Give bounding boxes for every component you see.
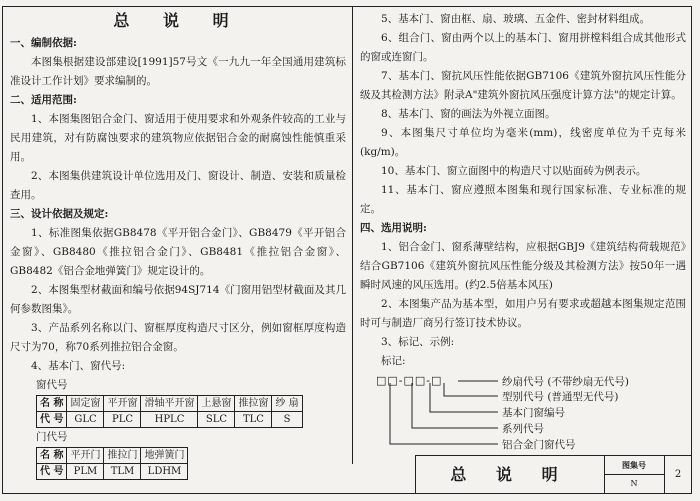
table-cell: 代 号 (37, 464, 67, 480)
mark-item-series: 系列代号 (502, 423, 544, 435)
section-2-item-1: 1、本图集图铝合金门、窗适用于使用要求和外观条件较高的工业与民用建筑，对有防腐蚀要求的建筑物应依据铝合金的耐腐蚀性能慎重采用。 (10, 113, 346, 163)
table-row (37, 448, 188, 464)
page-title: 总 说 明 (113, 11, 243, 30)
mark-item-screen: 纱扇代号 (不带纱扇无代号) (502, 376, 630, 388)
table-cell: 纱 扇 (272, 396, 302, 412)
mark-item-alloy: 铝合金门窗代号 (502, 439, 576, 451)
section-1-text: 本图集根据建设部建设[1991]57号文《一九九一年全国通用建筑标准设计工作计划》要求编制的。 (10, 56, 346, 87)
left-column (10, 10, 346, 480)
atlas-number-value: N (604, 475, 665, 493)
mark-label: 标记: (381, 355, 406, 367)
leader-line (444, 383, 498, 396)
section-3-item-4: 4、基本门、窗代号: (31, 360, 126, 372)
leader-line (412, 383, 498, 428)
table-cell: 代 号 (37, 412, 67, 428)
section-3-item-3: 3、产品系列名称以门、窗框厚度构造尺寸区分，例如窗框厚度构造尺寸为70，称70系列推拉铝合金窗。 (10, 322, 346, 353)
section-3-item-5: 5、基本门、窗由框、扇、玻璃、五金件、密封材料组成。 (381, 13, 651, 25)
section-4-item-1: 1、铝合金门、窗系薄壁结构，应根据GBJ9《建筑结构荷载规范》结合GB7106《建筑外窗抗风压性能分级及其检测方法》按50年一遇瞬时风速的风压选用。(约2.5倍基本风压) (360, 241, 686, 291)
table-cell: 推拉窗 (235, 396, 272, 412)
table-cell: 上悬窗 (198, 396, 235, 412)
table-cell: TLM (104, 464, 141, 480)
right-column (360, 10, 686, 457)
mark-item-number: 基本门窗编号 (502, 407, 565, 419)
table-cell: LDHM (141, 464, 188, 480)
column-divider (352, 6, 353, 464)
window-code-table (36, 395, 303, 428)
leader-line (430, 383, 498, 412)
section-2-item-2: 2、本图集供建筑设计单位选用及门、窗设计、制造、安装和质量检查用。 (10, 170, 346, 201)
section-4-heading: 四、选用说明: (360, 222, 427, 234)
section-4-item-2: 2、本图集产品为基本型，如用户另有要求或超越本图集规定范围时可与制造厂商另行签订技术协议。 (360, 298, 686, 329)
table-cell: 地弹簧门 (141, 448, 188, 464)
section-3-item-10: 10、基本门、窗立面图中的构造尺寸以贴面砖为例表示。 (381, 165, 647, 177)
section-3-item-8: 8、基本门、窗的画法为外视立面图。 (381, 108, 556, 120)
table-cell: HPLC (141, 412, 198, 428)
section-3-heading: 三、设计依据及规定: (10, 208, 109, 220)
table-cell: TLC (235, 412, 272, 428)
table-row (37, 464, 188, 480)
table-cell: 平开门 (67, 448, 104, 464)
section-3-item-1: 1、标准图集依据GB8478《平开铝合金门》、GB8479《平开铝合金窗》、GB8480《推拉铝合金门》、GB8481《推拉铝合金窗》、GB8482《铝合金地弹簧门》规定设计的。 (10, 227, 346, 277)
atlas-number-label: 图集号 (604, 456, 665, 475)
mark-item-type: 型别代号 (普通型无代号) (502, 391, 619, 403)
door-code-label: 门代号 (36, 431, 68, 443)
door-code-table (36, 447, 188, 480)
section-3-item-6: 6、组合门、窗由两个以上的基本门、窗用拼樘料组合成其他形式的窗或连窗门。 (360, 32, 686, 63)
table-cell: SLC (198, 412, 235, 428)
table-cell: PLC (104, 412, 141, 428)
section-3-item-7: 7、基本门、窗抗风压性能依据GB7106《建筑外窗抗风压性能分级及其检测方法》附录A"建筑外窗抗风压强度计算方法"的规定计算。 (360, 70, 686, 101)
mark-code-boxes: □□-□□-□ (376, 374, 443, 387)
table-row (37, 396, 303, 412)
table-cell: 名 称 (37, 448, 67, 464)
page-number: 2 (674, 469, 682, 480)
section-1-heading: 一、编制依据: (10, 37, 77, 49)
mark-example-diagram (376, 371, 686, 457)
window-code-label: 窗代号 (36, 379, 68, 391)
table-cell: 推拉门 (104, 448, 141, 464)
section-3-item-2: 2、本图集型材截面和编号依据94SJ714《门窗用铝型材截面及其几何参数图集》。 (10, 284, 346, 315)
section-2-heading: 二、适用范围: (10, 94, 77, 106)
table-cell: 固定窗 (67, 396, 104, 412)
table-cell: PLM (67, 464, 104, 480)
table-row (37, 412, 303, 428)
table-cell: 滑轴平开窗 (141, 396, 198, 412)
table-cell: S (272, 412, 302, 428)
title-block-title: 总 说 明 (416, 456, 605, 493)
table-cell: GLC (67, 412, 104, 428)
table-cell: 名 称 (37, 396, 67, 412)
section-3-item-9: 9、本图集尺寸单位均为毫米(mm)，线密度单位为千克每米(kg/m)。 (360, 127, 686, 158)
section-4-item-3: 3、标记、示例: (381, 336, 455, 348)
title-block (415, 455, 692, 494)
table-cell: 平开窗 (104, 396, 141, 412)
section-3-item-11: 11、基本门、窗应遵照本图集和现行国家标准、专业标准的规定。 (360, 184, 686, 215)
